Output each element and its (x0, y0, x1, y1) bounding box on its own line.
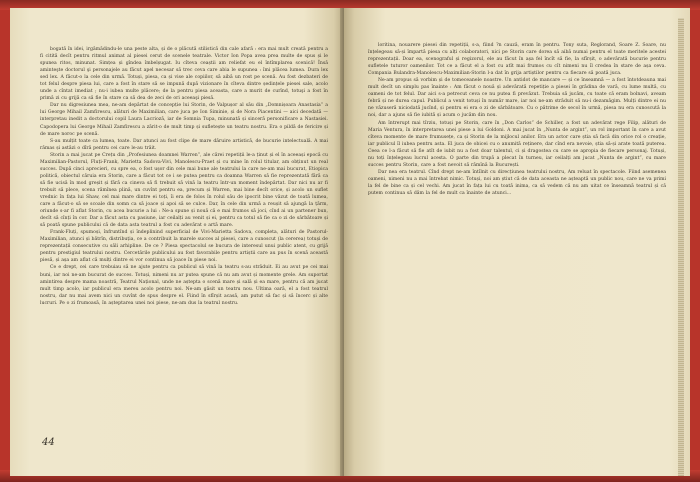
left-page-text (40, 46, 328, 307)
left-page (10, 8, 344, 476)
page-fore-edge (678, 18, 684, 476)
paragraph: Ne-am propus să vorbim și de tomeceanele noastre. Un antidot de mancare — și ce înseamnă — a fost întotdeauna mai mult decît un simplu pas înainte : Am făcut o nouă și adevărată repetiție a piesei în grădina de vară, cu lume multă, cu oameni de tot felul. Dar aici s-a petrecut ceva ce nu putea fi prevăzut. Trebuia să jucăm, cu toate că eram bolnavi, aveam febră și ne durea capul. Publicul a venit totuși în număr mare, iar noi ne-am străduit să nu-i dezamăgim. Mulți dintre ei nu ne văzuseră niciodată jucînd, și pentru ei era o zi de sărbătoare. Cu o pătrime de secol în urmă, piesa nu era cunoscută la noi, dar a ajuns să fie iubită și acum o jucăm din nou. (368, 78, 666, 119)
paragraph: Am întrerupt mai tîrziu, totuși pe Storin, care în „Don Carlos” de Schiller, a fost un adevărat rege Filip, alături de Maria Ventura, în interpretarea unei piese a lui Goldoni. A mai jucat în „Nunta de argint”, un rol important în care a avut cîteva momente de mare frumusețe, ca și Storin de la mijlocul anilor. Era un actor care știa să facă din orice rol o creație, iar publicul îl iubea pentru asta. El juca de obicei cu o anumită reținere, dar cînd era nevoie, știa să-și arate toată puterea. Ceea ce l-a făcut să fie atît de iubit nu a fost doar talentul, ci și dragostea cu care se apropia de fiecare personaj. Totuși, nu toți înțelegeau lucrul acesta. O parte din trupă a plecat în turneu, iar ceilalți am jucat „Nunta de argint”, cu mare succes pentru Storin, care a fost nevoit să rămînă la București. (368, 120, 666, 168)
paragraph: Frank-Fluți, spumoși, înfruntînd și îndeplinind superficial de Vivi-Marietta Sadova, completa, alături de Pastorul-Maximilian, atunci și bătrîn, distribuția, ce a contribuit la marele succes al piesei, care a cunoscut (la cererea) totuși de reprezentații consecutive cu săli arhipline. De ce ? Piesa spectacolul se bucura de interesul unui public atent, cu grijă pentru prestigiul teatrului nostru. Cercetările publicului au fost favorabile pentru artiștii care au pus în scenă această piesă, și așa am aflat că mulți dintre ei vor continua să joace în piese noi. (40, 230, 328, 264)
page-number: 44 (42, 437, 55, 448)
right-page-text (368, 42, 666, 197)
paragraph: loritina, nouarere piesei din repetiții, s-a, fiind ?n cauză, eram în pentru. Tony suta, Reglorand, Soare Z. Soare, nu înțelegeau să-și împartă piesa cu alți colaboratori, nici pe Storin care dorea să aibă numai pentru el toate meritele acestei reprezentații. Doar ea, scenograful și regizorul, ele au făcut în așa fel încît să fie, la sfîrșit, o adevărată bucurie pentru sufletele tuturor oamenilor. Tot ce a făcut el a fost cu atît mai frumos cu cît nimeni nu îl credea în stare de așa ceva. Compania Bulandra-Manolescu-Maximilian-Storin l-a dat în grija artiștilor pentru ca fiecare să poată juca. (368, 43, 666, 77)
paragraph: Ce e drept, cei care trebuiau să ne ajute pentru ca publicul să vină la teatru s-au străduit. Ei au avut pe cei mai buni, iar noi ne-am bucurat de succes. Totuși, nimeni nu ar putea spune că nu am avut și momente grele. Am suportat amintirea despre mama noastră, Teatrul Național, unde ne aștepta o scenă mare și sală și ea mare, pentru că am jucat mult timp acolo, iar publicul era mereu acolo pentru noi. Ne-am găsit un teatru nou. Ultima oară, el a fost teatrul nostru, dar nu mai avem nici un cuvînt de spus despre el. Fiind în sfîrșit acasă, am putut să fac și să încerc și alte lucruri. Pe o zi frumoasă, în așteptarea unei noi piese, ne-am dus la teatrul nostru. (40, 265, 328, 306)
paragraph: bogată în idei, irgămădindu-le una peste alta, și de o plăcută stilistică din cale afară : era mai mult creată pentru a fi citită decît pentru ritmul animat al piesei cerut de scenele teatrale. Victor Ion Popa avea prea multe de spus și le spunea ritos, minunat. Simțea și gîndea îmbelșugat. Iu cîteva ceaștii am reliefat eu el întîmplarea scenică! Însă aminteşte doctorul şi personajele au făcut apel necesar să trec ceva care abia le supunea : îmi plăcea lumea. Dura lex sed lex. A făcut-o la cele din urmă. Totuși, piesa, ca și vise ale copiilor, să aibă un rost pe scenă. Au fost dezbateri de tot felul despre piesa lui, care a fost în stare să se impună după vizionare în cîteva dintre ședințele piesei sale, acolo unde a cîntat imediat ; nu-i iubea multe plăcere; de la pentru piesa aceasta, care a murit de curînd, totuşi a fost în primă zi cu grijă ca să fie în stare ca să dea de zeci de ori aceeaşi piesă. (40, 47, 328, 102)
paragraph: Dar nu digresiunea mea, ne-am depărtat de concepție lui Storin, de Valpușor al său din „Domnișoara Anastasia” a lui George Mihail Zamfirescu, alături de Maximilian, care juca pe Ion Siminie, și de Nora Piacentini — aici decedată — interpretau inedit a doctorului copil Laura Lacrioză, iar de Somnia Tupa, minunată și sinceră personificare a Nastasiei. Capodopera lui George Mihail Zamfirescu a zărit-o de mult timp și sufletește un teatru nostru. Era o pildă de fericire și de mare noroc pe scenă. (40, 103, 328, 137)
paragraph: S-au mulțit toate ca lumea, toate. Dar atunci au fost clipe de mare dăruire artistică, de bucurie intelectuală. A mai rămas și astăzi o dîră pentru cei care le-au trăit. (40, 138, 328, 151)
paragraph: Dar nea era teatrul. Cînd drept ne-am întîlnit cu direcțiunea teatrului nostru, Am reluat în spectacole. Fiind asemenea oameni, nimeni nu a mai întrebat nimic. Totuși, noi am știut că de data aceasta ne așteaptă un public nou, care ne va primi la fel de bine ca și cel vechi. Am jucat în fața lui cu toată inima, ca să vedem că nu am uitat ce înseamnă teatrul și că putem continua să dăm la fel de mult ca înainte de atunci... (368, 169, 666, 196)
paragraph: Storin a mai jucat pe Crețu din „Profesiunea doamnei Warren”, ale cărei repetiții le-a ținut și el în aceeași epocă cu Maximilian-Pastorul, Fluți-Frank, Marietta Sadova-Vivi, Manolescu-Praet și cu mine în rolul titular, am obținut un real succes. După cinci aprecieri, cu spre ea, o fost ușor din cele mai bune ale teatrului la care ne-am mai bucurat, Etiopica politică, obiectul căruia era Storin, care a făcut tot ce i se putea pentru ca doamna Warren să fie reprezentată fără ca să fie ucisă în mod greșit și fără ca cineva să fi trebuit să vină la teatru într-un moment îndepărtat. Dar nici nu ar fi trebuit să plece, scena rămînea plină, un cuvînt pentru ea, precum și Warren, mai bine decît orice, și acolo un suflet vrednic în fața lui Shaw, cel mai mare dintre ei toți, îi era de folos în rolul său de ipocrit bine văzut de toată lumea, care a făcut-o să se scoale din somn ca să joace și apoi să se culce. Dar, în cele din urmă a reușit să ajungă la țărm, oriunde s-ar fi aflat Storin, cu acea bucurie a lui : Ne-a spune și nouă că e mai frumos să joci, cînd ai un partener bun, decît să cînți în cor. Dar a făcut asta cu pasiune, iar ceilalți au venit și ei, pentru ca totul să fie ca o zi de sărbătoare și să poată spune publicului că de data asta teatrul a fost cu adevărat o artă mare. (40, 152, 328, 229)
right-page (344, 8, 690, 476)
